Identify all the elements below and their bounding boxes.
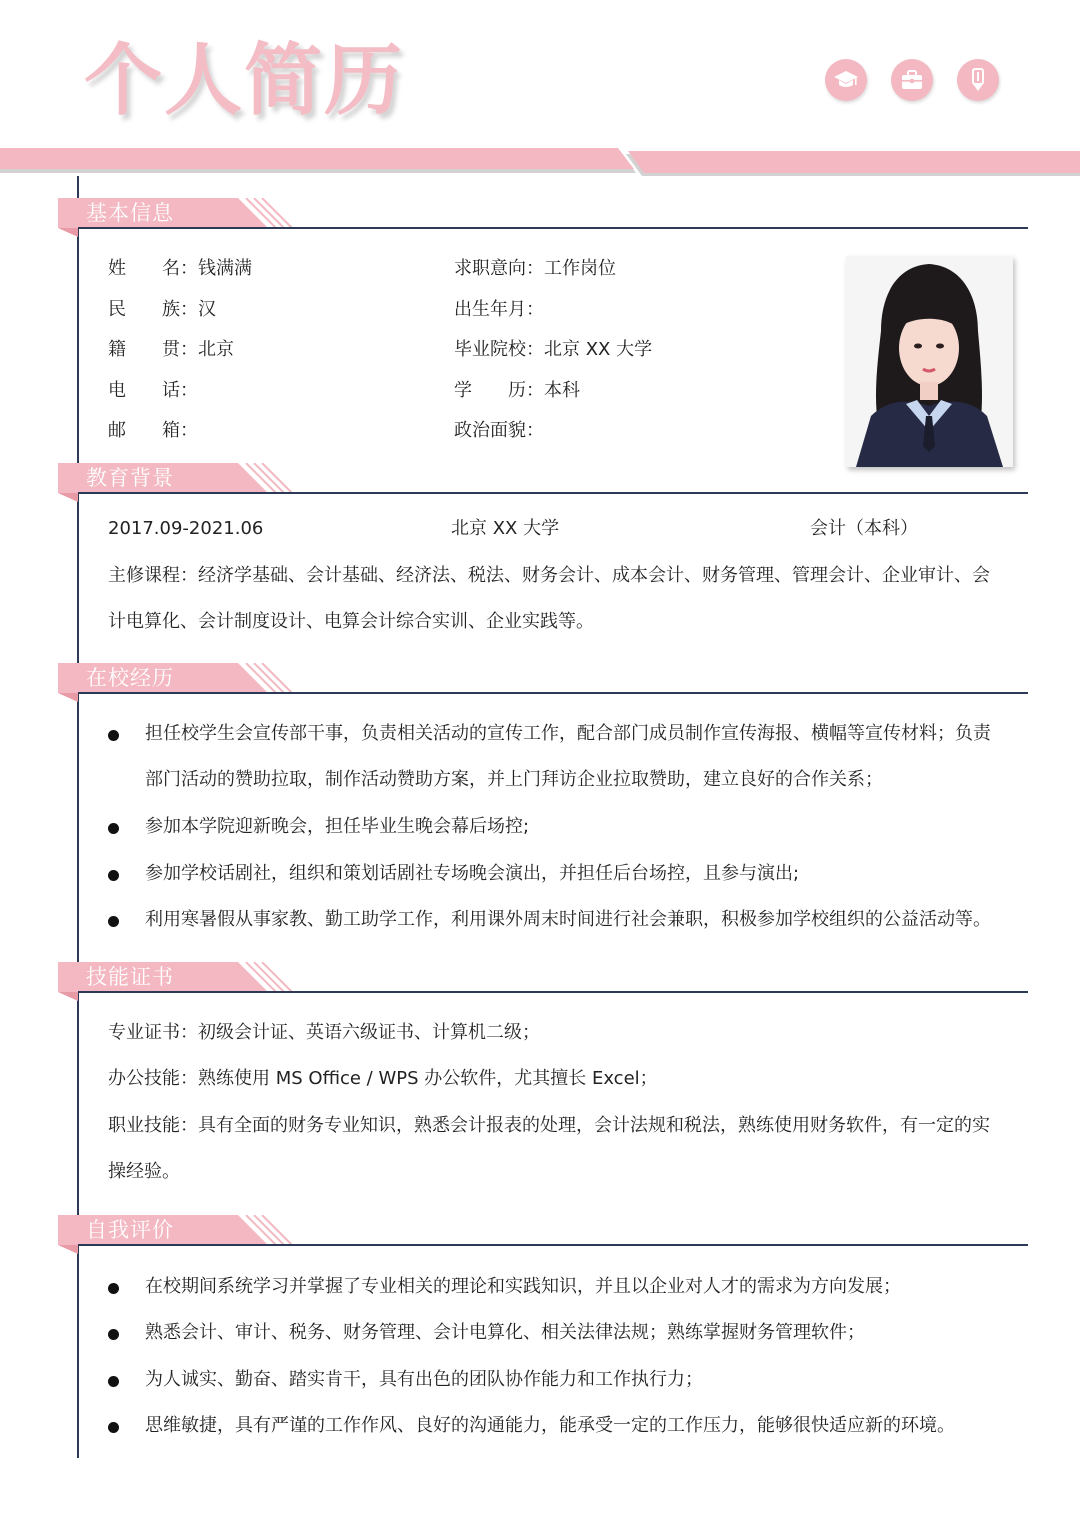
- bullet-icon: [108, 916, 119, 927]
- list-item-text: 熟悉会计、审计、税务、财务管理、会计电算化、相关法律法规；熟练掌握财务管理软件；: [145, 1322, 865, 1343]
- briefcase-icon: [891, 59, 933, 101]
- section-title: 教育背景: [86, 466, 174, 490]
- origin-label: 籍 贯：: [108, 339, 198, 360]
- school-value: 北京 XX 大学: [544, 339, 653, 360]
- edu-school: 北京 XX 大学: [451, 518, 560, 539]
- birth-row: [454, 298, 544, 322]
- section-campus-header: [58, 663, 1028, 697]
- ethnic-row: [108, 298, 216, 322]
- political-label: 政治面貌：: [454, 420, 544, 441]
- stripe-decoration: [208, 198, 298, 228]
- list-item-text: 在校期间系统学习并掌握了专业相关的理论和实践知识，并且以企业对人才的需求为方向发展；: [145, 1276, 901, 1297]
- section-basic-header: [58, 198, 1028, 232]
- intent-row: [454, 257, 616, 281]
- resume-title: 个人简历: [84, 36, 405, 126]
- skills-certificates: 专业证书：初级会计证、英语六级证书、计算机二级；: [108, 1022, 540, 1043]
- political-row: [454, 419, 544, 443]
- ethnic-value: 汉: [198, 299, 216, 320]
- bullet-icon: [108, 1376, 119, 1387]
- list-item-text: 利用寒暑假从事家教、勤工助学工作，利用课外周末时间进行社会兼职，积极参加学校组织的公益活动等。: [145, 909, 991, 930]
- section-education-header: [58, 463, 1028, 497]
- degree-row: [454, 379, 580, 403]
- school-label: 毕业院校：: [454, 339, 544, 360]
- list-item-text: 参加学校话剧社，组织和策划话剧社专场晚会演出，并担任后台场控，且参与演出;: [145, 863, 800, 884]
- edu-period: 2017.09-2021.06: [108, 518, 264, 539]
- stripe-decoration: [208, 962, 298, 992]
- section-title: 在校经历: [86, 666, 174, 690]
- section-title: 自我评价: [86, 1218, 174, 1242]
- phone-label: 电 话：: [108, 380, 198, 401]
- list-item-text: 思维敏捷，具有严谨的工作作风、良好的沟通能力，能承受一定的工作压力，能够很快适应新的环境。: [145, 1415, 955, 1436]
- name-row: [108, 257, 252, 281]
- section-skills-header: [58, 962, 1028, 996]
- skills-office: 办公技能：熟练使用 MS Office / WPS 办公软件，尤其擅长 Excel；: [108, 1068, 658, 1089]
- phone-row: [108, 379, 198, 403]
- origin-value: 北京: [198, 339, 234, 360]
- ethnic-label: 民 族：: [108, 299, 198, 320]
- bullet-icon: [108, 870, 119, 881]
- pen-icon: [957, 59, 999, 101]
- bullet-icon: [108, 1422, 119, 1433]
- origin-row: [108, 338, 234, 362]
- email-label: 邮 箱：: [108, 420, 198, 441]
- name-label: 姓 名：: [108, 258, 198, 279]
- list-item-text: 参加本学院迎新晚会，担任毕业生晚会幕后场控;: [145, 816, 530, 837]
- bullet-icon: [108, 730, 119, 741]
- name-value: 钱满满: [198, 258, 252, 279]
- list-item-text: 为人诚实、勤奋、踏实肯干，具有出色的团队协作能力和工作执行力；: [145, 1369, 703, 1390]
- stripe-decoration: [208, 1215, 298, 1245]
- bullet-icon: [108, 1283, 119, 1294]
- degree-value: 本科: [544, 380, 580, 401]
- stripe-decoration: [208, 463, 298, 493]
- header-icons: [825, 59, 999, 101]
- section-title: 技能证书: [86, 965, 174, 989]
- timeline-line: [77, 176, 79, 1458]
- bullet-icon: [108, 1329, 119, 1340]
- graduation-cap-icon: [825, 59, 867, 101]
- edu-courses-line2: 计电算化、会计制度设计、电算会计综合实训、企业实践等。: [108, 611, 594, 632]
- intent-value: 工作岗位: [544, 258, 616, 279]
- profile-photo: [846, 256, 1013, 467]
- skills-professional-line1: 职业技能：具有全面的财务专业知识，熟悉会计报表的处理，会计法规和税法，熟练使用财务软件，有一定的实: [108, 1115, 990, 1136]
- skills-professional-line2: 操经验。: [108, 1161, 180, 1182]
- school-row: [454, 338, 652, 362]
- section-self-header: [58, 1215, 1028, 1249]
- header-band: [0, 146, 1080, 178]
- edu-major: 会计（本科）: [810, 518, 918, 539]
- stripe-decoration: [208, 663, 298, 693]
- bullet-icon: [108, 823, 119, 834]
- email-row: [108, 419, 198, 443]
- section-title: 基本信息: [86, 201, 174, 225]
- intent-label: 求职意向：: [454, 258, 544, 279]
- degree-label: 学 历：: [454, 380, 544, 401]
- edu-courses-line1: 主修课程：经济学基础、会计基础、经济法、税法、财务会计、成本会计、财务管理、管理会计、企业审计、会: [108, 565, 990, 586]
- list-item-text: 担任校学生会宣传部干事，负责相关活动的宣传工作，配合部门成员制作宣传海报、横幅等宣传材料；负责部门活动的赞助拉取，制作活动赞助方案，并上门拜访企业拉取赞助，建立良好的合作关系；: [145, 723, 991, 790]
- birth-label: 出生年月：: [454, 299, 544, 320]
